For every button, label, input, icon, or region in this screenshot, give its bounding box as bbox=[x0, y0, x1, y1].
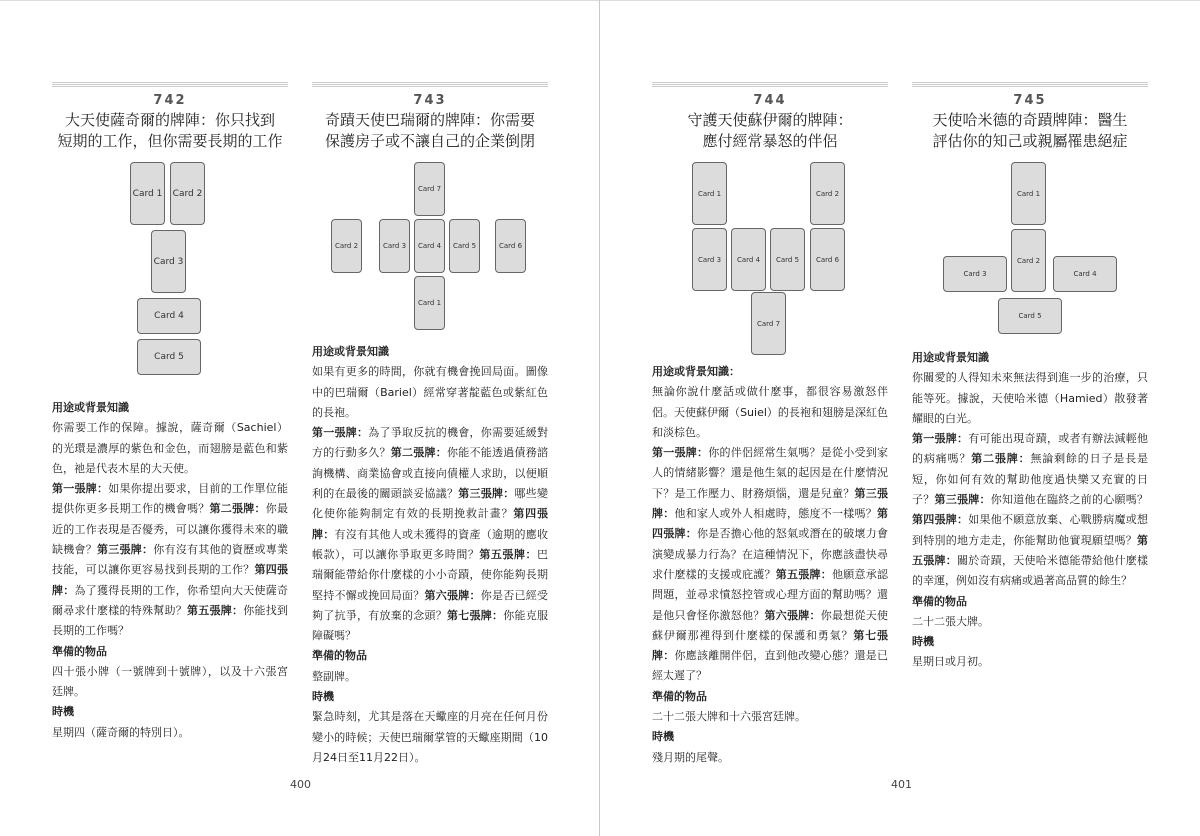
spread-742 bbox=[52, 82, 288, 743]
card-4: Card 4 bbox=[731, 228, 766, 291]
timing-text: 緊急時刻，尤其是落在天蠍座的月亮在任何月份變小的時候；天使巴瑞爾掌管的天蠍座期間（10月24日至11月22日）。 bbox=[312, 710, 548, 764]
card-1: Card 1 bbox=[414, 276, 445, 330]
card-4: Card 4 bbox=[1053, 256, 1117, 292]
card-layout bbox=[912, 162, 1148, 348]
card-3: Card 3 bbox=[151, 230, 186, 293]
card-4: Card 4 bbox=[137, 298, 201, 334]
card-5: Card 5 bbox=[770, 228, 805, 291]
spread-number: 745 bbox=[1013, 93, 1047, 108]
spread-number: 742 bbox=[153, 93, 187, 108]
card-layout bbox=[652, 162, 888, 362]
timing-text: 星期四（薩奇爾的特別日）。 bbox=[52, 725, 190, 739]
section-divider bbox=[912, 82, 1148, 87]
card-1: Card 1 bbox=[1011, 162, 1046, 225]
spread-title: 天使哈米德的奇蹟牌陣：醫生 評估你的知己或親屬罹患絕症 bbox=[932, 111, 1128, 150]
card-2: Card 2 bbox=[331, 219, 362, 273]
background-text: 你關愛的人得知未來無法得到進一步的治療，只能等死。據說，天使哈米德（Hamied）散發著耀眼的白光。 bbox=[912, 371, 1148, 425]
positions-text: 第一張牌：你的伴侶經常生氣嗎？是從小受到家人的情緒影響？還是他生氣的起因是在什麼情況下？是工作壓力、財務煩惱，還是兒童？第三張牌：他和家人或外人相處時，態度不一樣嗎？第四張牌：你是否擔心他的怒氣或潛在的破壞力會演變成暴力行為？在這種情況下，你應該盡快尋求什麼樣的支援或庇護？第五張牌：他願意承認問題，並尋求憤怒控管或心理方面的幫助嗎？還是他只會怪你激怒他？第六張牌：你最想從天使蘇伊爾那裡得到什麼樣的保護和勇氣？第七張牌：你應該離開伴侶，直到他改變心態？還是已經太遲了？ bbox=[652, 446, 889, 683]
positions-text: 第一張牌：如果你提出要求，目前的工作單位能提供你更多長期工作的機會嗎？第二張牌：你最近的工作表現是否優秀，可以讓你獲得未來的職缺機會？第三張牌：你有沒有其他的資歷或專業技能，可以讓你更容易找到長期的工作？第四張牌：為了獲得長期的工作，你希望向大天使薩奇爾尋求什麼樣的特殊幫助？第五張牌：你能找到長期的工作嗎？ bbox=[52, 482, 288, 638]
timing-heading: 時機 bbox=[652, 730, 674, 744]
background-heading: 用途或背景知識 bbox=[52, 401, 129, 414]
section-divider bbox=[312, 82, 548, 87]
spread-text bbox=[652, 362, 888, 768]
card-6: Card 6 bbox=[810, 228, 845, 291]
card-5: Card 5 bbox=[137, 339, 201, 375]
materials-text: 四十張小牌（一號牌到十號牌），以及十六張宮廷牌。 bbox=[52, 664, 288, 699]
spread-title: 大天使薩奇爾的牌陣：你只找到 短期的工作，但你需要長期的工作 bbox=[57, 111, 283, 150]
timing-text: 星期日或月初。 bbox=[912, 655, 989, 669]
page-number-right: 401 bbox=[891, 778, 912, 791]
background-heading: 用途或背景知識 bbox=[912, 351, 989, 364]
materials-text: 整副牌。 bbox=[312, 669, 356, 683]
spread-text bbox=[912, 348, 1148, 673]
background-heading: 用途或背景知識 bbox=[312, 345, 389, 358]
card-4: Card 4 bbox=[414, 219, 445, 273]
materials-heading: 準備的物品 bbox=[912, 594, 967, 608]
card-3: Card 3 bbox=[943, 256, 1007, 292]
materials-text: 二十二張大牌和十六張宮廷牌。 bbox=[652, 710, 806, 724]
timing-heading: 時機 bbox=[312, 690, 334, 704]
spread-744 bbox=[652, 82, 888, 768]
page-number-left: 400 bbox=[290, 778, 311, 791]
spread-number: 743 bbox=[413, 93, 447, 108]
background-text: 無論你說什麼話或做什麼事，都很容易激怒伴侶。天使蘇伊爾（Suiel）的長袍和翅膀是深紅色和淡棕色。 bbox=[652, 385, 888, 439]
card-3: Card 3 bbox=[692, 228, 727, 291]
background-heading: 用途或背景知識： bbox=[652, 365, 740, 378]
timing-heading: 時機 bbox=[912, 635, 934, 649]
materials-text: 二十二張大牌。 bbox=[912, 614, 989, 628]
positions-text: 第一張牌：為了爭取反抗的機會，你需要延緩對方的行動多久？第二張牌：你能不能透過債務諮詢機構、商業協會或直接向債權人求助，以便順利的在最後的關頭談妥協議？第三張牌：哪些變化使你能夠制定有效的長期挽救計畫？第四張牌：有沒有其他人或未獲得的資產（逾期的應收帳款），可以讓你爭取更多時間？第五張牌：巴瑞爾能帶給你什麼樣的小小奇蹟，使你能夠長期堅持不懈或挽回局面？第六張牌：你是否已經受夠了抗爭，有放棄的念頭？第七張牌：你能克服障礙嗎？ bbox=[312, 426, 549, 643]
background-text: 你需要工作的保障。據說，薩奇爾（Sachiel）的光環是濃厚的紫色和金色，而翅膀是藍色和紫色，祂是代表木星的大天使。 bbox=[52, 421, 288, 475]
card-1: Card 1 bbox=[692, 162, 727, 225]
card-7: Card 7 bbox=[751, 292, 786, 355]
spread-title: 守護天使蘇伊爾的牌陣： 應付經常暴怒的伴侶 bbox=[687, 111, 853, 150]
card-7: Card 7 bbox=[414, 162, 445, 216]
materials-heading: 準備的物品 bbox=[652, 689, 707, 703]
section-divider bbox=[652, 82, 888, 87]
timing-text: 殘月期的尾聲。 bbox=[652, 750, 729, 764]
card-2: Card 2 bbox=[810, 162, 845, 225]
background-text: 如果有更多的時間，你就有機會挽回局面。圖像中的巴瑞爾（Bariel）經常穿著靛藍色或紫紅色的長袍。 bbox=[312, 365, 548, 419]
section-divider bbox=[52, 82, 288, 87]
spread-743 bbox=[312, 82, 548, 768]
timing-heading: 時機 bbox=[52, 705, 74, 719]
positions-text: 第一張牌：有可能出現奇蹟，或者有辦法減輕他的病痛嗎？第二張牌：無論剩餘的日子是長是短，你如何有效的幫助他度過快樂又充實的日子？第三張牌：你知道他在臨終之前的心願嗎？第四張牌：如果他不願意放棄、心戰勝病魔或想到特別的地方走走，你能幫助他實現願望嗎？第五張牌：關於奇蹟，天使哈米德能帶給他什麼樣的幸運，例如沒有病痛或過著高品質的餘生？ bbox=[912, 432, 1149, 588]
card-5: Card 5 bbox=[449, 219, 480, 273]
card-2: Card 2 bbox=[170, 162, 205, 225]
spread-text bbox=[52, 398, 288, 743]
card-6: Card 6 bbox=[495, 219, 526, 273]
card-layout bbox=[52, 162, 288, 392]
spread-745 bbox=[912, 82, 1148, 673]
card-2: Card 2 bbox=[1011, 229, 1046, 292]
materials-heading: 準備的物品 bbox=[52, 644, 107, 658]
spread-number: 744 bbox=[753, 93, 787, 108]
spread-text bbox=[312, 342, 548, 768]
card-3: Card 3 bbox=[379, 219, 410, 273]
card-1: Card 1 bbox=[130, 162, 165, 225]
card-5: Card 5 bbox=[998, 298, 1062, 334]
spread-title: 奇蹟天使巴瑞爾的牌陣：你需要 保護房子或不讓自己的企業倒閉 bbox=[324, 111, 535, 150]
card-layout bbox=[312, 162, 548, 342]
materials-heading: 準備的物品 bbox=[312, 649, 367, 663]
